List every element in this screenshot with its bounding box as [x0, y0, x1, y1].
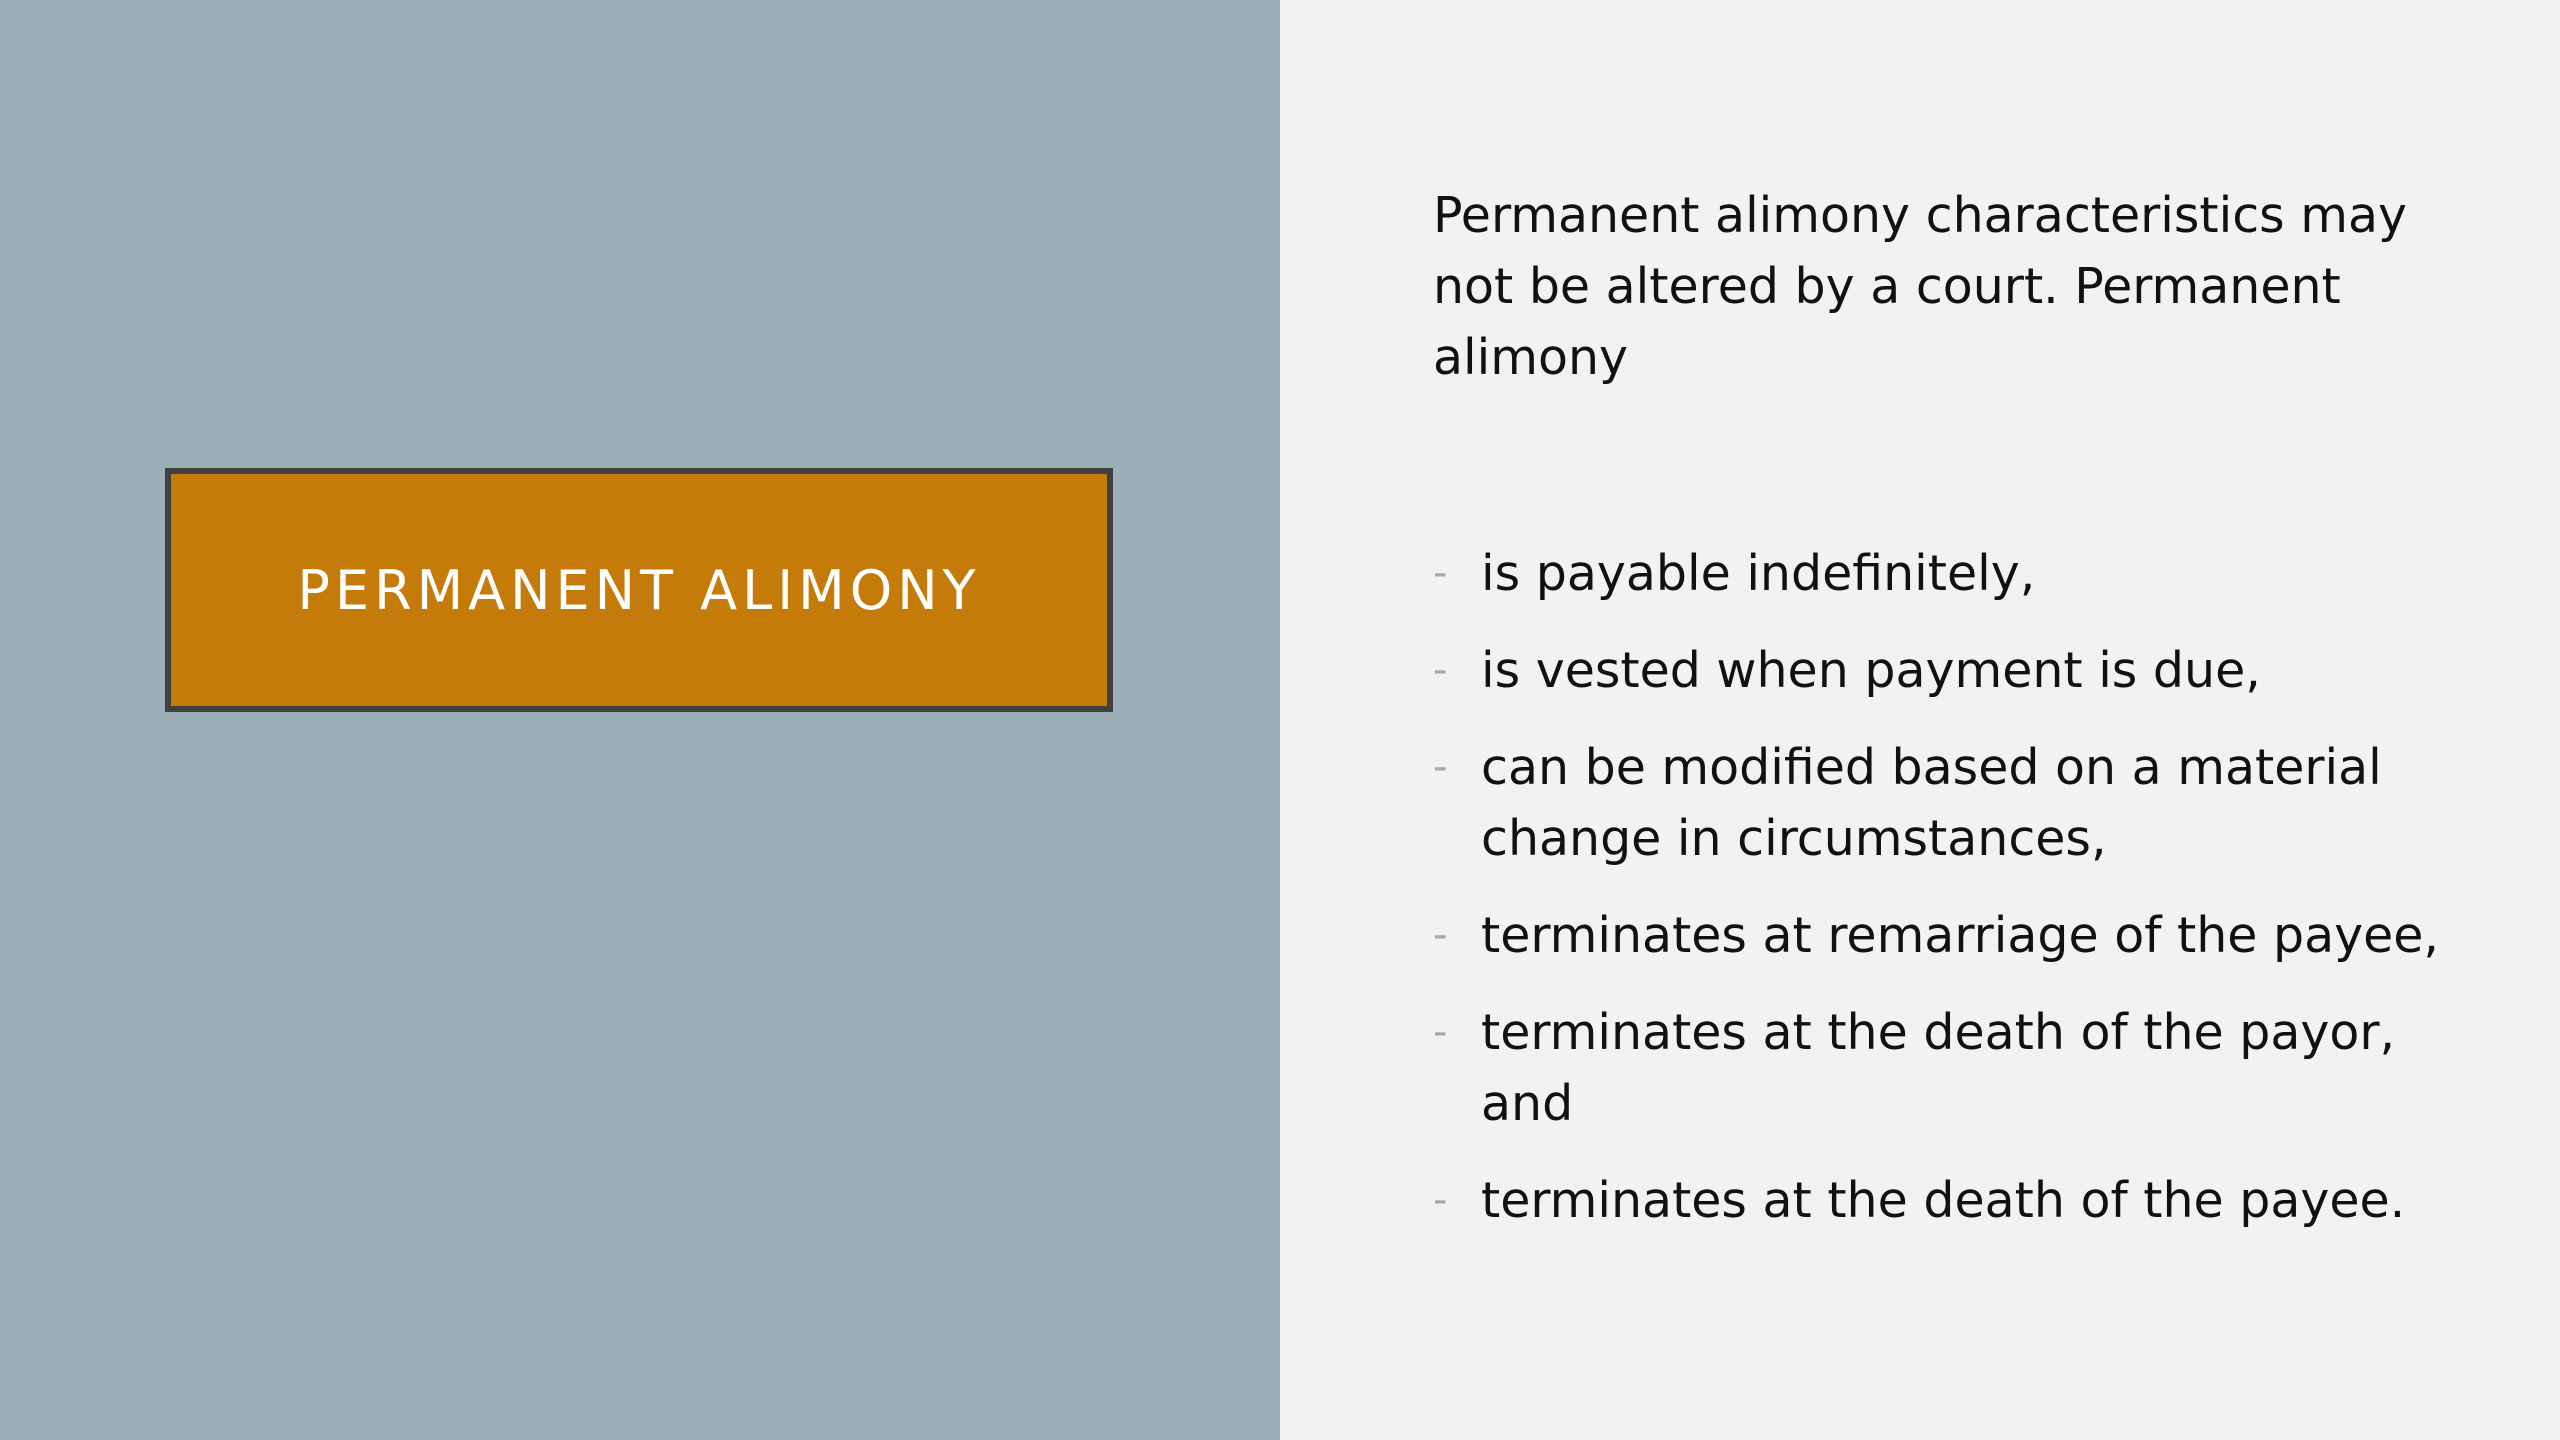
- bullet-marker: -: [1433, 550, 1448, 596]
- bullet-list: [1433, 538, 2443, 1236]
- bullet-marker: -: [1433, 1177, 1448, 1223]
- bullet-text: is vested when payment is due,: [1481, 642, 2261, 699]
- bullet-text: terminates at the death of the payor, and: [1481, 1004, 2396, 1132]
- content-area: [1433, 180, 2443, 1262]
- intro-paragraph: Permanent alimony characteristics may not be altered by a court. Permanent alimony: [1433, 187, 2408, 386]
- bullet-text: terminates at the death of the payee.: [1481, 1172, 2406, 1229]
- bullet-text: is payable indefinitely,: [1481, 545, 2036, 602]
- bullet-marker: -: [1433, 744, 1448, 790]
- bullet-text: terminates at remarriage of the payee,: [1481, 907, 2440, 964]
- bullet-item: [1433, 635, 2443, 706]
- title-box: [165, 468, 1113, 712]
- bullet-item: [1433, 997, 2443, 1139]
- bullet-item: [1433, 538, 2443, 609]
- bullet-text: can be modified based on a material change in circumstances,: [1481, 739, 2382, 867]
- bullet-marker: -: [1433, 647, 1448, 693]
- bullet-item: [1433, 732, 2443, 874]
- bullet-item: [1433, 1165, 2443, 1236]
- bullet-marker: -: [1433, 912, 1448, 958]
- slide-title: PERMANENT ALIMONY: [297, 558, 981, 622]
- bullet-item: [1433, 900, 2443, 971]
- bullet-marker: -: [1433, 1009, 1448, 1055]
